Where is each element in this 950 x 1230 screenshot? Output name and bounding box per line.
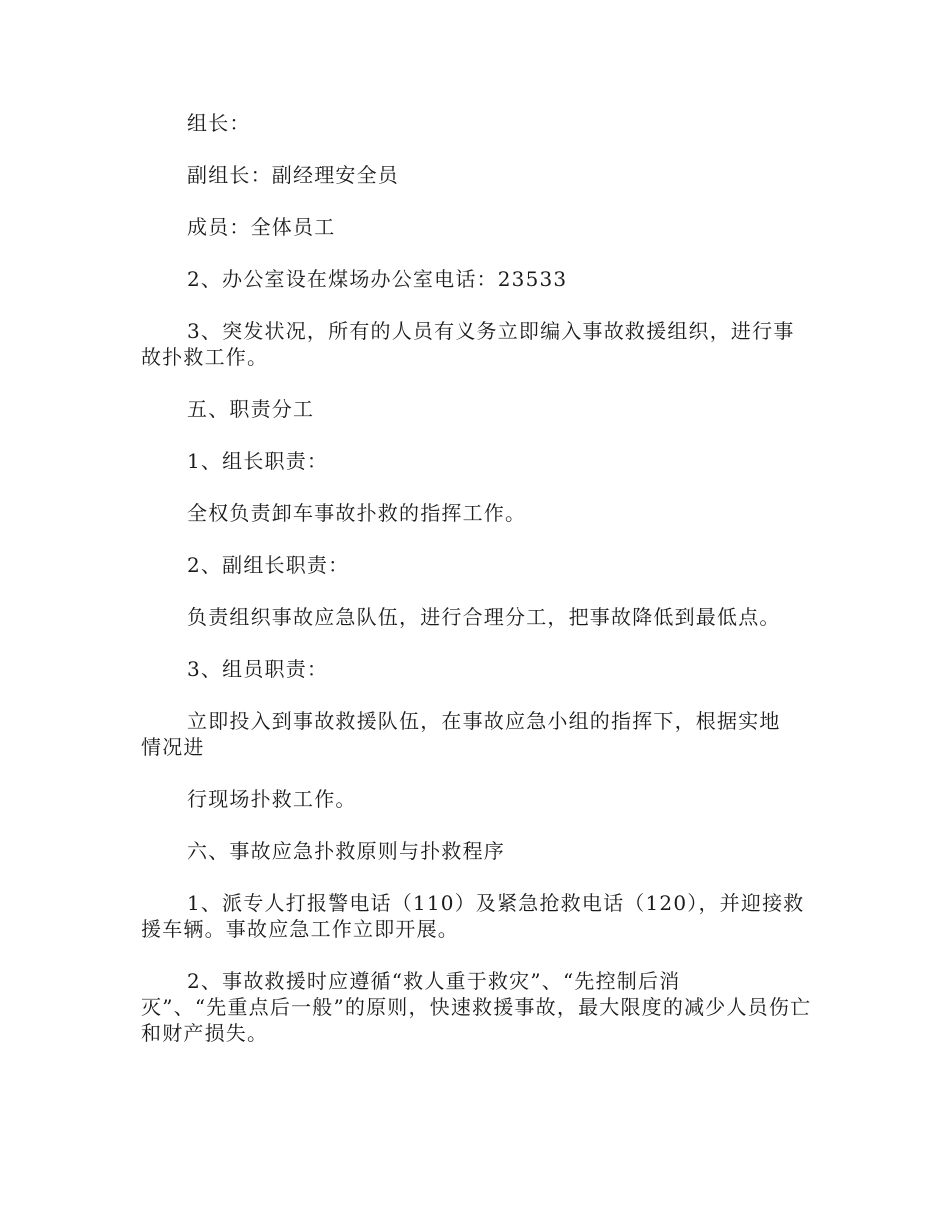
paragraph-line: 2、事故救援时应遵循“救人重于救灾”、“先控制后消 <box>187 969 681 993</box>
paragraph-deputy-duty: 负责组织事故应急队伍，进行合理分工，把事故降低到最低点。 <box>187 605 781 629</box>
paragraph-office-phone: 2、办公室设在煤场办公室电话：23533 <box>187 267 568 291</box>
paragraph-member-duty <box>141 708 813 760</box>
paragraph-onsite-rescue: 行现场扑救工作。 <box>187 787 357 811</box>
paragraph-leader-duty: 全权负责卸车事故扑救的指挥工作。 <box>187 501 527 525</box>
paragraph-members: 成员：全体员工 <box>187 215 336 239</box>
document-body <box>141 110 813 1072</box>
paragraph-deputy-duty-title: 2、副组长职责： <box>187 553 350 577</box>
paragraph-member-duty-title: 3、组员职责： <box>187 657 329 681</box>
paragraph-team-leader: 组长： <box>187 111 251 135</box>
paragraph-line: 情况进 <box>141 735 205 759</box>
paragraph-call-emergency: 1、派专人打报警电话（110）及紧急抢救电话（120），并迎接救援车辆。事故应急工作立即开展。 <box>141 891 805 941</box>
paragraph-leader-duty-title: 1、组长职责： <box>187 449 329 473</box>
paragraph-line: 灭”、“先重点后一般”的原则，快速救援事故，最大限度的减少人员伤亡和财产损失。 <box>141 995 812 1045</box>
section-heading-duties: 五、职责分工 <box>187 397 315 421</box>
paragraph-line: 立即投入到事故救援队伍，在事故应急小组的指挥下，根据实地 <box>187 709 781 733</box>
paragraph-rescue-principles <box>141 968 813 1046</box>
paragraph-deputy-leader: 副组长：副经理安全员 <box>187 163 399 187</box>
section-heading-principles: 六、事故应急扑救原则与扑救程序 <box>187 839 505 863</box>
paragraph-emergency-duty: 3、突发状况，所有的人员有义务立即编入事故救援组织，进行事故扑救工作。 <box>141 319 795 369</box>
